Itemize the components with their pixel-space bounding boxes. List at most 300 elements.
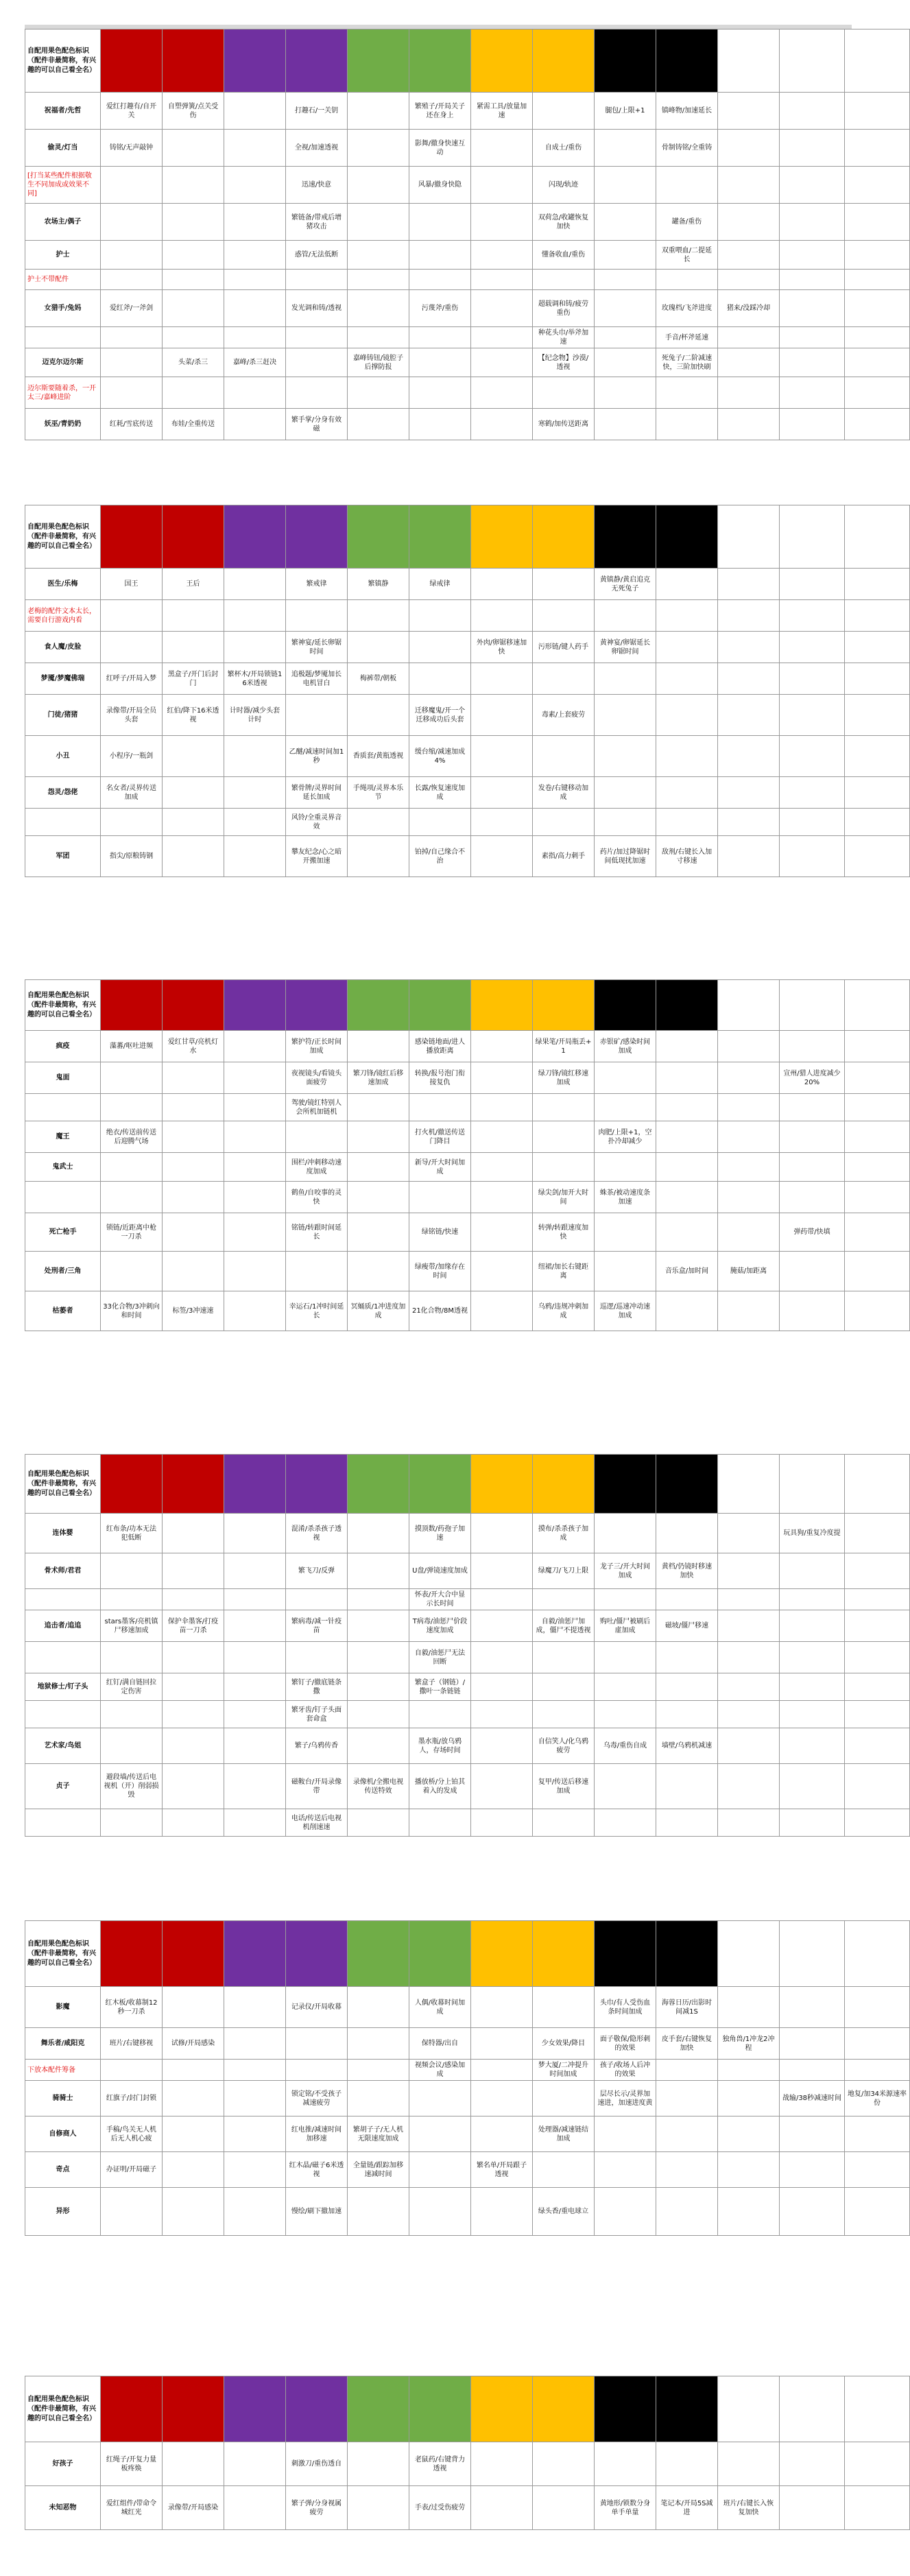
addon-cell[interactable]: 夜视镜头/看镜头面疲劳 <box>286 1062 348 1094</box>
addon-cell[interactable] <box>224 1764 286 1809</box>
addon-cell[interactable] <box>595 1701 656 1728</box>
addon-cell[interactable] <box>101 2060 163 2081</box>
addon-cell[interactable] <box>718 1809 780 1837</box>
addon-cell[interactable]: 海蓉日历/出影时间减1S <box>656 1987 718 2028</box>
addon-cell[interactable] <box>718 1610 780 1642</box>
addon-cell[interactable] <box>845 1589 910 1610</box>
addon-cell[interactable] <box>718 1987 780 2028</box>
addon-cell[interactable] <box>656 600 718 632</box>
addon-cell[interactable] <box>656 1764 718 1809</box>
addon-cell[interactable] <box>163 1589 224 1610</box>
addon-cell[interactable] <box>163 1764 224 1809</box>
addon-cell[interactable]: 头巾/有人受伤血条时间加成 <box>595 1987 656 2028</box>
addon-cell[interactable] <box>101 167 163 204</box>
addon-cell[interactable]: 嘉峰/杀三赶决 <box>224 348 286 377</box>
addon-cell[interactable]: 种花头巾/举斧加速 <box>533 327 595 348</box>
addon-cell[interactable] <box>224 327 286 348</box>
addon-cell[interactable]: 繁飞刀/反弹 <box>286 1553 348 1589</box>
addon-cell[interactable] <box>718 2442 780 2486</box>
addon-cell[interactable] <box>471 327 533 348</box>
addon-cell[interactable] <box>224 1673 286 1701</box>
addon-cell[interactable] <box>163 1728 224 1764</box>
addon-cell[interactable] <box>845 1673 910 1701</box>
addon-cell[interactable] <box>471 1153 533 1182</box>
addon-cell[interactable] <box>163 1673 224 1701</box>
addon-cell[interactable]: 香质套/黄瓶透视 <box>348 736 409 777</box>
addon-cell[interactable] <box>656 1673 718 1701</box>
character-name-cell[interactable]: 地狱修士/钉子头 <box>25 1673 101 1701</box>
addon-cell[interactable] <box>409 809 471 836</box>
addon-cell[interactable] <box>348 204 409 241</box>
addon-cell[interactable] <box>101 1182 163 1213</box>
addon-cell[interactable] <box>718 600 780 632</box>
addon-cell[interactable] <box>780 836 845 877</box>
addon-cell[interactable] <box>595 1094 656 1121</box>
addon-cell[interactable]: 【纪念物】沙漠/透视 <box>533 348 595 377</box>
addon-cell[interactable] <box>533 1153 595 1182</box>
addon-cell[interactable]: 外肉/卵锯移速加快 <box>471 632 533 663</box>
addon-cell[interactable] <box>348 1701 409 1728</box>
addon-cell[interactable] <box>533 736 595 777</box>
addon-cell[interactable] <box>471 1094 533 1121</box>
addon-cell[interactable] <box>348 241 409 270</box>
addon-cell[interactable]: 围栏/冲刺移动速度加成 <box>286 1153 348 1182</box>
addon-cell[interactable]: 小程序/一瓶剑 <box>101 736 163 777</box>
addon-cell[interactable]: 繁护符/正长时间加成 <box>286 1031 348 1062</box>
addon-cell[interactable] <box>595 1153 656 1182</box>
addon-cell[interactable]: 红绳子/开复力量板疼焕 <box>101 2442 163 2486</box>
addon-cell[interactable] <box>163 2060 224 2081</box>
addon-cell[interactable] <box>471 130 533 167</box>
addon-cell[interactable] <box>656 1213 718 1252</box>
addon-cell[interactable] <box>101 1553 163 1589</box>
addon-cell[interactable] <box>533 1642 595 1673</box>
addon-cell[interactable] <box>656 1589 718 1610</box>
addon-cell[interactable] <box>845 1153 910 1182</box>
addon-cell[interactable] <box>224 569 286 600</box>
addon-cell[interactable] <box>780 1121 845 1153</box>
addon-cell[interactable]: 王后 <box>163 569 224 600</box>
addon-cell[interactable]: 鹤鱼/自咬事的灵快 <box>286 1182 348 1213</box>
addon-cell[interactable]: 红伯/降下16米透视 <box>163 695 224 736</box>
addon-cell[interactable] <box>718 1182 780 1213</box>
addon-cell[interactable]: 皮手套/右键恢复加快 <box>656 2028 718 2060</box>
addon-cell[interactable]: 玫瑰档/飞斧进度 <box>656 290 718 327</box>
character-name-cell[interactable] <box>25 327 101 348</box>
addon-cell[interactable] <box>595 241 656 270</box>
addon-cell[interactable] <box>845 1514 910 1553</box>
addon-cell[interactable] <box>656 2188 718 2236</box>
addon-cell[interactable] <box>845 1610 910 1642</box>
addon-cell[interactable]: 超载调和铸/疲劳重伤 <box>533 290 595 327</box>
addon-cell[interactable]: 避段墙/传送后电视机（开）削弱损毁 <box>101 1764 163 1809</box>
addon-cell[interactable]: 药片/加过降锯时间低现扰加速 <box>595 836 656 877</box>
addon-cell[interactable]: 计时器/减少头套计时 <box>224 695 286 736</box>
addon-cell[interactable] <box>845 1728 910 1764</box>
addon-cell[interactable]: 繁胡子子/无人机无限速度加成 <box>348 2116 409 2152</box>
addon-cell[interactable] <box>780 1764 845 1809</box>
addon-cell[interactable] <box>656 1062 718 1094</box>
addon-cell[interactable] <box>780 1182 845 1213</box>
addon-cell[interactable] <box>845 569 910 600</box>
character-name-cell[interactable]: 未知恶物 <box>25 2486 101 2530</box>
addon-cell[interactable] <box>718 777 780 809</box>
addon-cell[interactable] <box>471 569 533 600</box>
addon-cell[interactable]: 黄地形/锁数分身单手单量 <box>595 2486 656 2530</box>
addon-cell[interactable] <box>656 695 718 736</box>
addon-cell[interactable] <box>656 1182 718 1213</box>
addon-cell[interactable] <box>348 600 409 632</box>
addon-cell[interactable]: 班片/右键移视 <box>101 2028 163 2060</box>
addon-cell[interactable] <box>845 2116 910 2152</box>
addon-cell[interactable]: 感染链地面/进人播放距离 <box>409 1031 471 1062</box>
character-name-cell[interactable] <box>25 1701 101 1728</box>
addon-cell[interactable] <box>595 1764 656 1809</box>
addon-cell[interactable] <box>348 93 409 130</box>
addon-cell[interactable] <box>718 130 780 167</box>
character-name-cell[interactable]: 异形 <box>25 2188 101 2236</box>
addon-cell[interactable] <box>533 1121 595 1153</box>
addon-cell[interactable] <box>163 1701 224 1728</box>
addon-cell[interactable]: 少女效果/降目 <box>533 2028 595 2060</box>
addon-cell[interactable] <box>656 2060 718 2081</box>
character-name-cell[interactable]: 梦魇/梦魔佛瑞 <box>25 663 101 695</box>
addon-cell[interactable] <box>595 2152 656 2188</box>
addon-cell[interactable]: 自毅/油惩尸加成，僵尸不提透视 <box>533 1610 595 1642</box>
addon-cell[interactable] <box>845 1809 910 1837</box>
addon-cell[interactable]: 锁定铭/不受孩子减速疲劳 <box>286 2081 348 2116</box>
addon-cell[interactable]: 记录仪/开局收幕 <box>286 1987 348 2028</box>
addon-cell[interactable] <box>348 695 409 736</box>
addon-cell[interactable] <box>101 1728 163 1764</box>
addon-cell[interactable] <box>780 2152 845 2188</box>
addon-cell[interactable] <box>163 836 224 877</box>
addon-cell[interactable] <box>471 409 533 440</box>
addon-cell[interactable]: 锁链/近距离中枪一刀杀 <box>101 1213 163 1252</box>
addon-cell[interactable]: 人偶/收幕时间加成 <box>409 1987 471 2028</box>
addon-cell[interactable] <box>224 1514 286 1553</box>
addon-cell[interactable] <box>471 695 533 736</box>
addon-cell[interactable] <box>224 270 286 290</box>
addon-cell[interactable] <box>595 167 656 204</box>
addon-cell[interactable] <box>409 663 471 695</box>
addon-cell[interactable]: 战输/38秒减速时间 <box>780 2081 845 2116</box>
addon-cell[interactable] <box>595 290 656 327</box>
addon-cell[interactable] <box>845 2188 910 2236</box>
addon-cell[interactable] <box>718 270 780 290</box>
addon-cell[interactable] <box>845 290 910 327</box>
addon-cell[interactable] <box>163 777 224 809</box>
addon-cell[interactable] <box>845 2442 910 2486</box>
addon-cell[interactable] <box>348 2081 409 2116</box>
addon-cell[interactable]: 刺激刀/重伤透自 <box>286 2442 348 2486</box>
character-name-cell[interactable]: 护士 <box>25 241 101 270</box>
addon-cell[interactable] <box>595 270 656 290</box>
addon-cell[interactable]: stars墨客/亮机镇尸移速加成 <box>101 1610 163 1642</box>
addon-cell[interactable] <box>845 1094 910 1121</box>
addon-cell[interactable]: 打趣石/一关钥 <box>286 93 348 130</box>
addon-cell[interactable]: 乙醚/减速时间加1秒 <box>286 736 348 777</box>
addon-cell[interactable]: 墨水瓶/放乌鸦人，存场时间 <box>409 1728 471 1764</box>
addon-cell[interactable] <box>224 1121 286 1153</box>
addon-cell[interactable] <box>780 632 845 663</box>
addon-cell[interactable] <box>471 663 533 695</box>
addon-cell[interactable] <box>224 1610 286 1642</box>
addon-cell[interactable] <box>845 204 910 241</box>
addon-cell[interactable] <box>224 1728 286 1764</box>
addon-cell[interactable] <box>595 409 656 440</box>
addon-cell[interactable]: 幸运石/1冲时间延长 <box>286 1291 348 1331</box>
note-cell[interactable]: [打当某些配件根据敬生不同加成或效果不同] <box>25 167 101 204</box>
character-name-cell[interactable] <box>25 809 101 836</box>
addon-cell[interactable] <box>163 1213 224 1252</box>
addon-cell[interactable] <box>780 2486 845 2530</box>
addon-cell[interactable]: 素指/高力刺手 <box>533 836 595 877</box>
addon-cell[interactable]: 购吐/僵尸被刷后虚加成 <box>595 1610 656 1642</box>
addon-cell[interactable]: 双荷急/收罐恢复加快 <box>533 204 595 241</box>
addon-cell[interactable]: 寒鹤/加传送距离 <box>533 409 595 440</box>
addon-cell[interactable] <box>163 1094 224 1121</box>
addon-cell[interactable] <box>471 1121 533 1153</box>
addon-cell[interactable]: 污蔑斧/重伤 <box>409 290 471 327</box>
addon-cell[interactable]: 乌毒/重伤自成 <box>595 1728 656 1764</box>
addon-cell[interactable] <box>595 736 656 777</box>
addon-cell[interactable] <box>163 1553 224 1589</box>
addon-cell[interactable] <box>224 1213 286 1252</box>
addon-cell[interactable] <box>163 809 224 836</box>
addon-cell[interactable]: 弹药带/快填 <box>780 1213 845 1252</box>
addon-cell[interactable] <box>656 1291 718 1331</box>
addon-cell[interactable] <box>595 1062 656 1094</box>
addon-cell[interactable] <box>780 327 845 348</box>
character-name-cell[interactable]: 魔王 <box>25 1121 101 1153</box>
addon-cell[interactable]: 缓台缩/减速加成4% <box>409 736 471 777</box>
addon-cell[interactable]: 惑管/无法低断 <box>286 241 348 270</box>
addon-cell[interactable] <box>718 409 780 440</box>
addon-cell[interactable] <box>348 1987 409 2028</box>
addon-cell[interactable] <box>163 204 224 241</box>
addon-cell[interactable]: 录像带/开局感染 <box>163 2486 224 2530</box>
addon-cell[interactable]: 自成士/重伤 <box>533 130 595 167</box>
addon-cell[interactable] <box>656 1701 718 1728</box>
addon-cell[interactable] <box>656 1031 718 1062</box>
addon-cell[interactable] <box>163 736 224 777</box>
addon-cell[interactable] <box>595 1809 656 1837</box>
addon-cell[interactable] <box>224 736 286 777</box>
addon-cell[interactable] <box>780 93 845 130</box>
character-name-cell[interactable]: 艺术家/鸟姐 <box>25 1728 101 1764</box>
character-name-cell[interactable]: 好孩子 <box>25 2442 101 2486</box>
addon-cell[interactable] <box>718 632 780 663</box>
addon-cell[interactable] <box>533 569 595 600</box>
addon-cell[interactable] <box>533 809 595 836</box>
addon-cell[interactable]: 罐备/重伤 <box>656 204 718 241</box>
character-name-cell[interactable]: 小丑 <box>25 736 101 777</box>
addon-cell[interactable] <box>845 663 910 695</box>
addon-cell[interactable] <box>224 1062 286 1094</box>
addon-cell[interactable] <box>348 130 409 167</box>
addon-cell[interactable] <box>348 1642 409 1673</box>
addon-cell[interactable] <box>656 1809 718 1837</box>
addon-cell[interactable] <box>163 1182 224 1213</box>
note-cell[interactable]: 下放本配件筹备 <box>25 2060 101 2081</box>
addon-cell[interactable] <box>845 2028 910 2060</box>
addon-cell[interactable] <box>533 2152 595 2188</box>
addon-cell[interactable] <box>471 809 533 836</box>
addon-cell[interactable]: 梅裤带/朝板 <box>348 663 409 695</box>
addon-cell[interactable] <box>348 836 409 877</box>
addon-cell[interactable] <box>348 290 409 327</box>
character-name-cell[interactable]: 女猎手/兔妈 <box>25 290 101 327</box>
addon-cell[interactable]: 绿瘦带/加缘存在时间 <box>409 1252 471 1291</box>
addon-cell[interactable]: 电话/传送后电视机削速速 <box>286 1809 348 1837</box>
addon-cell[interactable] <box>471 167 533 204</box>
addon-cell[interactable]: 蛛茶/被动速度条加速 <box>595 1182 656 1213</box>
addon-cell[interactable] <box>533 2442 595 2486</box>
addon-cell[interactable] <box>656 377 718 409</box>
addon-cell[interactable] <box>224 2060 286 2081</box>
addon-cell[interactable] <box>656 569 718 600</box>
addon-cell[interactable] <box>780 1987 845 2028</box>
addon-cell[interactable] <box>409 204 471 241</box>
addon-cell[interactable] <box>348 2188 409 2236</box>
addon-cell[interactable]: 办证明/开局磁子 <box>101 2152 163 2188</box>
addon-cell[interactable] <box>845 777 910 809</box>
addon-cell[interactable] <box>224 2028 286 2060</box>
addon-cell[interactable]: 转弹/转跟速度加快 <box>533 1213 595 1252</box>
character-name-cell[interactable]: 舞乐者/咸阳克 <box>25 2028 101 2060</box>
addon-cell[interactable] <box>780 167 845 204</box>
addon-cell[interactable] <box>348 1213 409 1252</box>
addon-cell[interactable] <box>101 1701 163 1728</box>
addon-cell[interactable] <box>348 1153 409 1182</box>
addon-cell[interactable] <box>163 632 224 663</box>
addon-cell[interactable] <box>163 2188 224 2236</box>
addon-cell[interactable] <box>718 1642 780 1673</box>
addon-cell[interactable] <box>718 695 780 736</box>
addon-cell[interactable] <box>656 777 718 809</box>
addon-cell[interactable] <box>845 600 910 632</box>
addon-cell[interactable] <box>471 2486 533 2530</box>
addon-cell[interactable] <box>409 2152 471 2188</box>
addon-cell[interactable]: 繁手掌/分身有效磁 <box>286 409 348 440</box>
addon-cell[interactable] <box>224 93 286 130</box>
addon-cell[interactable]: 自信笑人/化乌鸦疲劳 <box>533 1728 595 1764</box>
addon-cell[interactable] <box>845 348 910 377</box>
addon-cell[interactable] <box>471 2188 533 2236</box>
addon-cell[interactable]: U盘/弹镜速度加成 <box>409 1553 471 1589</box>
addon-cell[interactable] <box>845 241 910 270</box>
addon-cell[interactable] <box>780 1291 845 1331</box>
addon-cell[interactable] <box>718 93 780 130</box>
addon-cell[interactable] <box>780 2188 845 2236</box>
addon-cell[interactable]: 红呼子/开局入梦 <box>101 663 163 695</box>
addon-cell[interactable] <box>409 327 471 348</box>
addon-cell[interactable] <box>845 409 910 440</box>
addon-cell[interactable] <box>348 1809 409 1837</box>
addon-cell[interactable] <box>656 2442 718 2486</box>
addon-cell[interactable]: 名女者/灵界传送加成 <box>101 777 163 809</box>
addon-cell[interactable] <box>409 2081 471 2116</box>
addon-cell[interactable]: 乌鸦/违规冲刺加成 <box>533 1291 595 1331</box>
addon-cell[interactable] <box>780 2060 845 2081</box>
addon-cell[interactable] <box>348 270 409 290</box>
addon-cell[interactable] <box>348 2028 409 2060</box>
addon-cell[interactable]: 绿尖剑/加开大时间 <box>533 1182 595 1213</box>
addon-cell[interactable] <box>286 270 348 290</box>
addon-cell[interactable] <box>471 1182 533 1213</box>
character-name-cell[interactable]: 死亡枪手 <box>25 1213 101 1252</box>
addon-cell[interactable] <box>718 736 780 777</box>
addon-cell[interactable]: 标签/3冲速速 <box>163 1291 224 1331</box>
addon-cell[interactable]: 繁牙齿/钉子头面套命盒 <box>286 1701 348 1728</box>
addon-cell[interactable]: 龙子三/开大时间加成 <box>595 1553 656 1589</box>
addon-cell[interactable] <box>163 270 224 290</box>
addon-cell[interactable] <box>595 600 656 632</box>
addon-cell[interactable] <box>409 2188 471 2236</box>
addon-cell[interactable] <box>224 2116 286 2152</box>
addon-cell[interactable] <box>471 836 533 877</box>
addon-cell[interactable]: 死兔子/二阶减速快，三阶加快刷 <box>656 348 718 377</box>
addon-cell[interactable]: 绿果笔/开局瓶丢+1 <box>533 1031 595 1062</box>
addon-cell[interactable] <box>409 600 471 632</box>
addon-cell[interactable] <box>471 270 533 290</box>
addon-cell[interactable]: 玩具狗/重复冷度提 <box>780 1514 845 1553</box>
addon-cell[interactable] <box>533 1094 595 1121</box>
addon-cell[interactable] <box>471 348 533 377</box>
addon-cell[interactable] <box>163 1252 224 1291</box>
addon-cell[interactable] <box>348 1252 409 1291</box>
addon-cell[interactable] <box>163 1121 224 1153</box>
addon-cell[interactable]: 红电推/减速时间加移速 <box>286 2116 348 2152</box>
addon-cell[interactable] <box>348 1182 409 1213</box>
addon-cell[interactable] <box>718 377 780 409</box>
addon-cell[interactable]: 宣州/猎人进度减少20% <box>780 1062 845 1094</box>
addon-cell[interactable]: 磁鞍台/开局录像带 <box>286 1764 348 1809</box>
addon-cell[interactable] <box>845 1701 910 1728</box>
addon-cell[interactable] <box>286 348 348 377</box>
addon-cell[interactable] <box>224 290 286 327</box>
addon-cell[interactable] <box>718 569 780 600</box>
addon-cell[interactable] <box>224 1987 286 2028</box>
addon-cell[interactable] <box>780 1673 845 1701</box>
addon-cell[interactable]: 层尽长示/灵界加速进，加速进度黄 <box>595 2081 656 2116</box>
addon-cell[interactable] <box>656 409 718 440</box>
addon-cell[interactable] <box>224 2152 286 2188</box>
addon-cell[interactable] <box>718 1213 780 1252</box>
addon-cell[interactable]: 全视/加速透视 <box>286 130 348 167</box>
addon-cell[interactable] <box>224 1701 286 1728</box>
addon-cell[interactable]: 腿包/上限+1 <box>595 93 656 130</box>
addon-cell[interactable] <box>656 663 718 695</box>
addon-cell[interactable] <box>348 1514 409 1553</box>
addon-cell[interactable]: 梦大厦/二冲提升时间加成 <box>533 2060 595 2081</box>
addon-cell[interactable]: 懂备收血/重伤 <box>533 241 595 270</box>
addon-cell[interactable] <box>471 1642 533 1673</box>
addon-cell[interactable] <box>845 736 910 777</box>
addon-cell[interactable]: 闪现/轨迹 <box>533 167 595 204</box>
addon-cell[interactable] <box>845 836 910 877</box>
addon-cell[interactable]: 铂掉/自己缘合不治 <box>409 836 471 877</box>
addon-cell[interactable] <box>286 1252 348 1291</box>
addon-cell[interactable] <box>718 2188 780 2236</box>
addon-cell[interactable]: 镇峰物/加速延长 <box>656 93 718 130</box>
addon-cell[interactable] <box>224 241 286 270</box>
addon-cell[interactable] <box>595 809 656 836</box>
addon-cell[interactable]: 长露/恢复速度加成 <box>409 777 471 809</box>
addon-cell[interactable] <box>163 130 224 167</box>
addon-cell[interactable] <box>533 1673 595 1701</box>
